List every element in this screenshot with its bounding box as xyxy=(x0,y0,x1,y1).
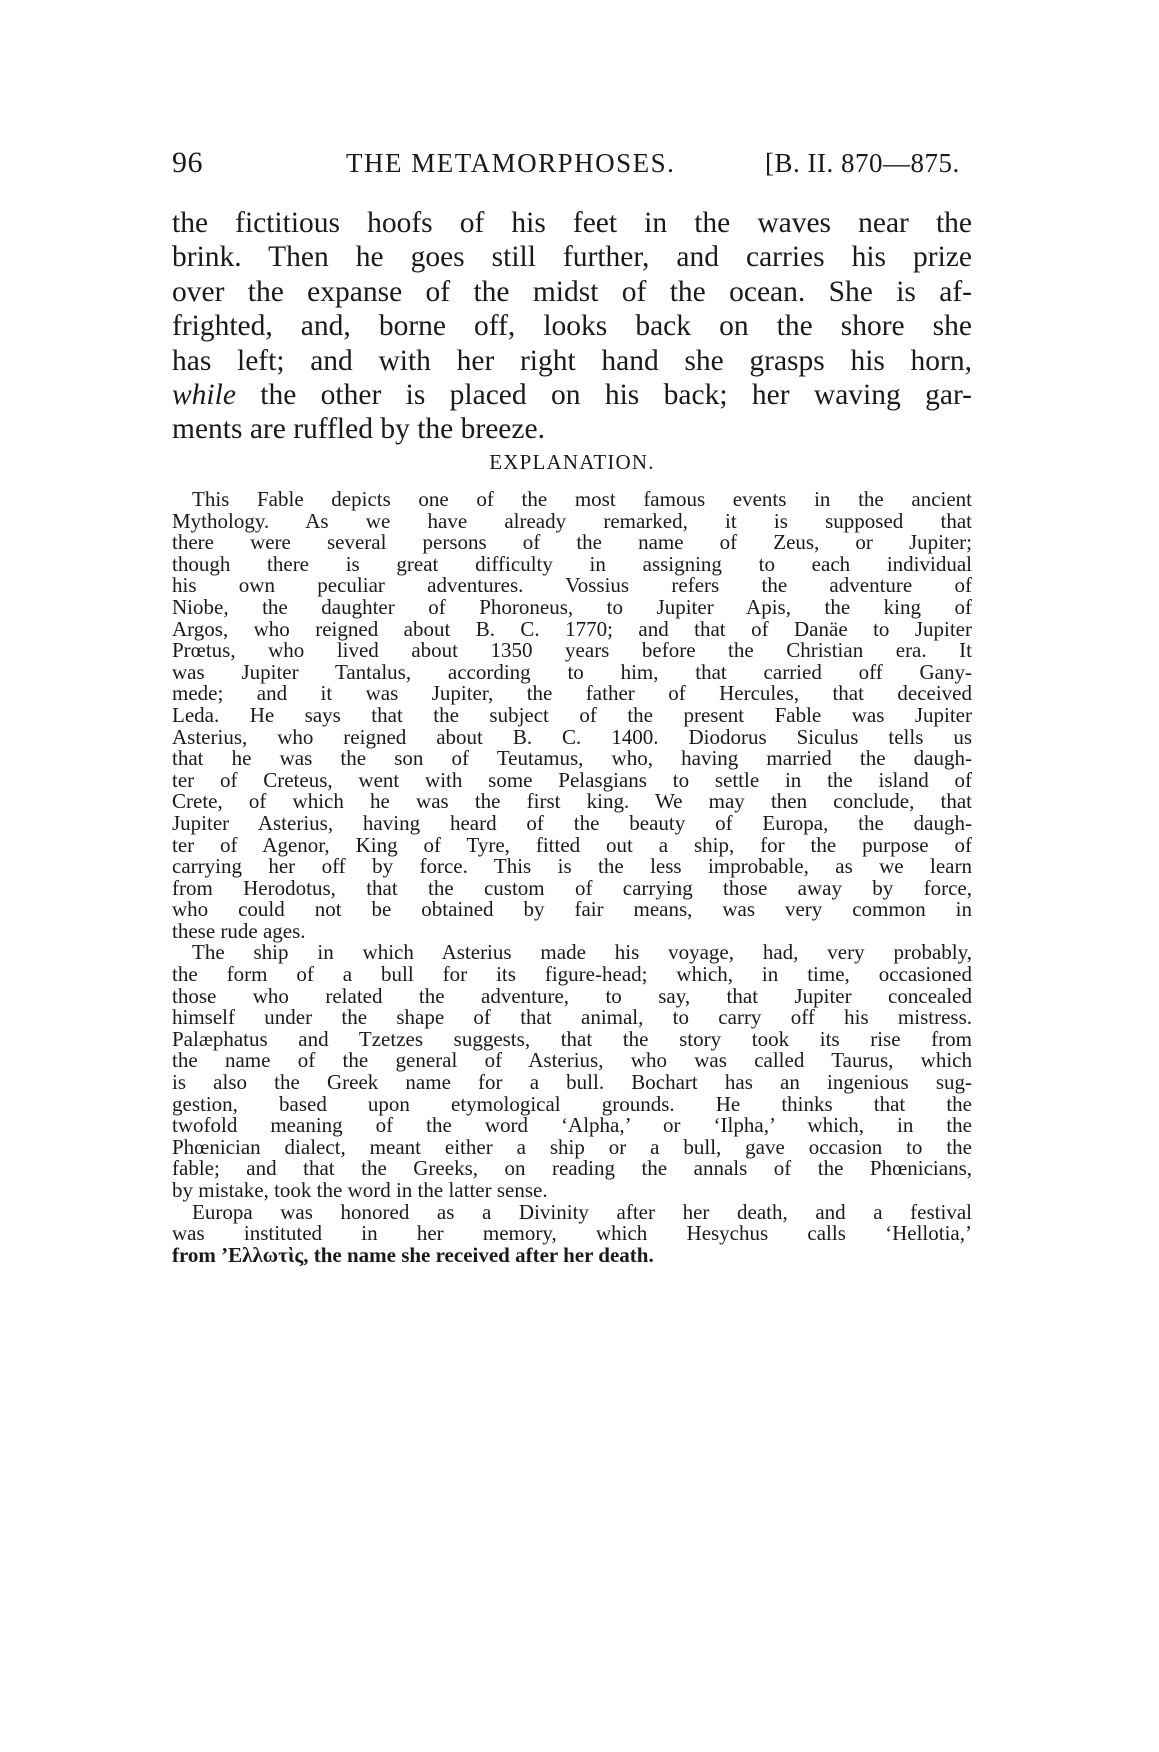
text-line: Palæphatus and Tzetzes suggests, that the story took its rise from xyxy=(172,1026,972,1051)
book-line-reference: [B. II. 870—875. xyxy=(765,148,960,178)
text-line: Niobe, the daughter of Phoroneus, to Jupiter Apis, the king of xyxy=(172,594,972,619)
text-line: over the expanse of the midst of the ocean. She is af- xyxy=(172,275,972,308)
text-line: The ship in which Asterius made his voyage, had, very probably, xyxy=(192,940,972,965)
text-line: the form of a bull for its figure-head; which, in time, occasioned xyxy=(172,962,972,987)
text-line: gestion, based upon etymological grounds. He thinks that the xyxy=(172,1091,972,1116)
explanation-text xyxy=(172,489,972,1266)
text-line: brink. Then he goes still further, and carries his prize xyxy=(172,241,972,274)
text-line: himself under the shape of that animal, to carry off his mistress. xyxy=(172,1005,972,1030)
running-title: THE METAMORPHOSES. xyxy=(346,148,676,178)
text-line: these rude ages. xyxy=(172,918,306,943)
page-number: 96 xyxy=(172,146,203,179)
text-line: was Jupiter Tantalus, according to him, that carried off Gany- xyxy=(172,659,972,684)
text-line xyxy=(172,378,972,412)
text-line: Jupiter Asterius, having heard of the beauty of Europa, the daugh- xyxy=(172,810,972,835)
running-header xyxy=(172,146,972,186)
text-line: was instituted in her memory, which Hesychus calls ‘Hellotia,’ xyxy=(172,1221,972,1246)
text-line: ments are ruffled by the breeze. xyxy=(172,413,545,446)
text-line: from Herodotus, that the custom of carrying those away by force, xyxy=(172,875,972,900)
translation-text xyxy=(172,206,972,447)
text-line: ter of Agenor, King of Tyre, fitted out a ship, for the purpose of xyxy=(172,832,972,857)
text-line: is also the Greek name for a bull. Bochart has an ingenious sug- xyxy=(172,1070,972,1095)
italic-word: while xyxy=(172,379,236,412)
text-line: Argos, who reigned about B. C. 1770; and that of Danäe to Jupiter xyxy=(172,616,972,641)
text-line: from ’Ελλωτὶς, the name she received after her death. xyxy=(172,1242,654,1267)
text-line: those who related the adventure, to say, that Jupiter concealed xyxy=(172,983,972,1008)
section-heading: EXPLANATION. xyxy=(489,450,655,474)
text-line: Asterius, who reigned about B. C. 1400. Diodorus Siculus tells us xyxy=(172,724,972,749)
text-line: mede; and it was Jupiter, the father of Hercules, that deceived xyxy=(172,681,972,706)
text-line: there were several persons of the name of Zeus, or Jupiter; xyxy=(172,530,972,555)
text-line: fable; and that the Greeks, on reading the annals of the Phœnicians, xyxy=(172,1156,972,1181)
text-line: the fictitious hoofs of his feet in the waves near the xyxy=(172,207,972,239)
text-line: twofold meaning of the word ‘Alpha,’ or ‘Ilpha,’ which, in the xyxy=(172,1113,972,1138)
text-line: Europa was honored as a Divinity after her death, and a festival xyxy=(192,1199,972,1224)
text-line: Leda. He says that the subject of the present Fable was Jupiter xyxy=(172,702,972,727)
text-line: who could not be obtained by fair means, was very common in xyxy=(172,897,972,922)
text-line-rest: the other is placed on his back; her waving gar- xyxy=(260,379,972,412)
text-line: that he was the son of Teutamus, who, having married the daugh- xyxy=(172,746,972,771)
text-line: frighted, and, borne off, looks back on the shore she xyxy=(172,310,972,343)
text-line: Phœnician dialect, meant either a ship or a bull, gave occasion to the xyxy=(172,1134,972,1159)
text-line: Crete, of which he was the first king. We may then conclude, that xyxy=(172,789,972,814)
text-line: by mistake, took the word in the latter sense. xyxy=(172,1178,548,1202)
text-line: Prœtus, who lived about 1350 years before the Christian era. It xyxy=(172,638,972,663)
text-line: his own peculiar adventures. Vossius refers the adventure of xyxy=(172,573,972,598)
text-line: though there is great difficulty in assigning to each individual xyxy=(172,551,972,576)
text-line: Mythology. As we have already remarked, it is supposed that xyxy=(172,508,972,533)
text-line: ter of Creteus, went with some Pelasgians to settle in the island of xyxy=(172,767,972,792)
text-line: This Fable depicts one of the most famous events in the ancient xyxy=(192,487,972,511)
text-line: has left; and with her right hand she grasps his horn, xyxy=(172,344,972,377)
text-line: carrying her off by force. This is the less improbable, as we learn xyxy=(172,854,972,879)
text-line: the name of the general of Asterius, who was called Taurus, which xyxy=(172,1048,972,1073)
